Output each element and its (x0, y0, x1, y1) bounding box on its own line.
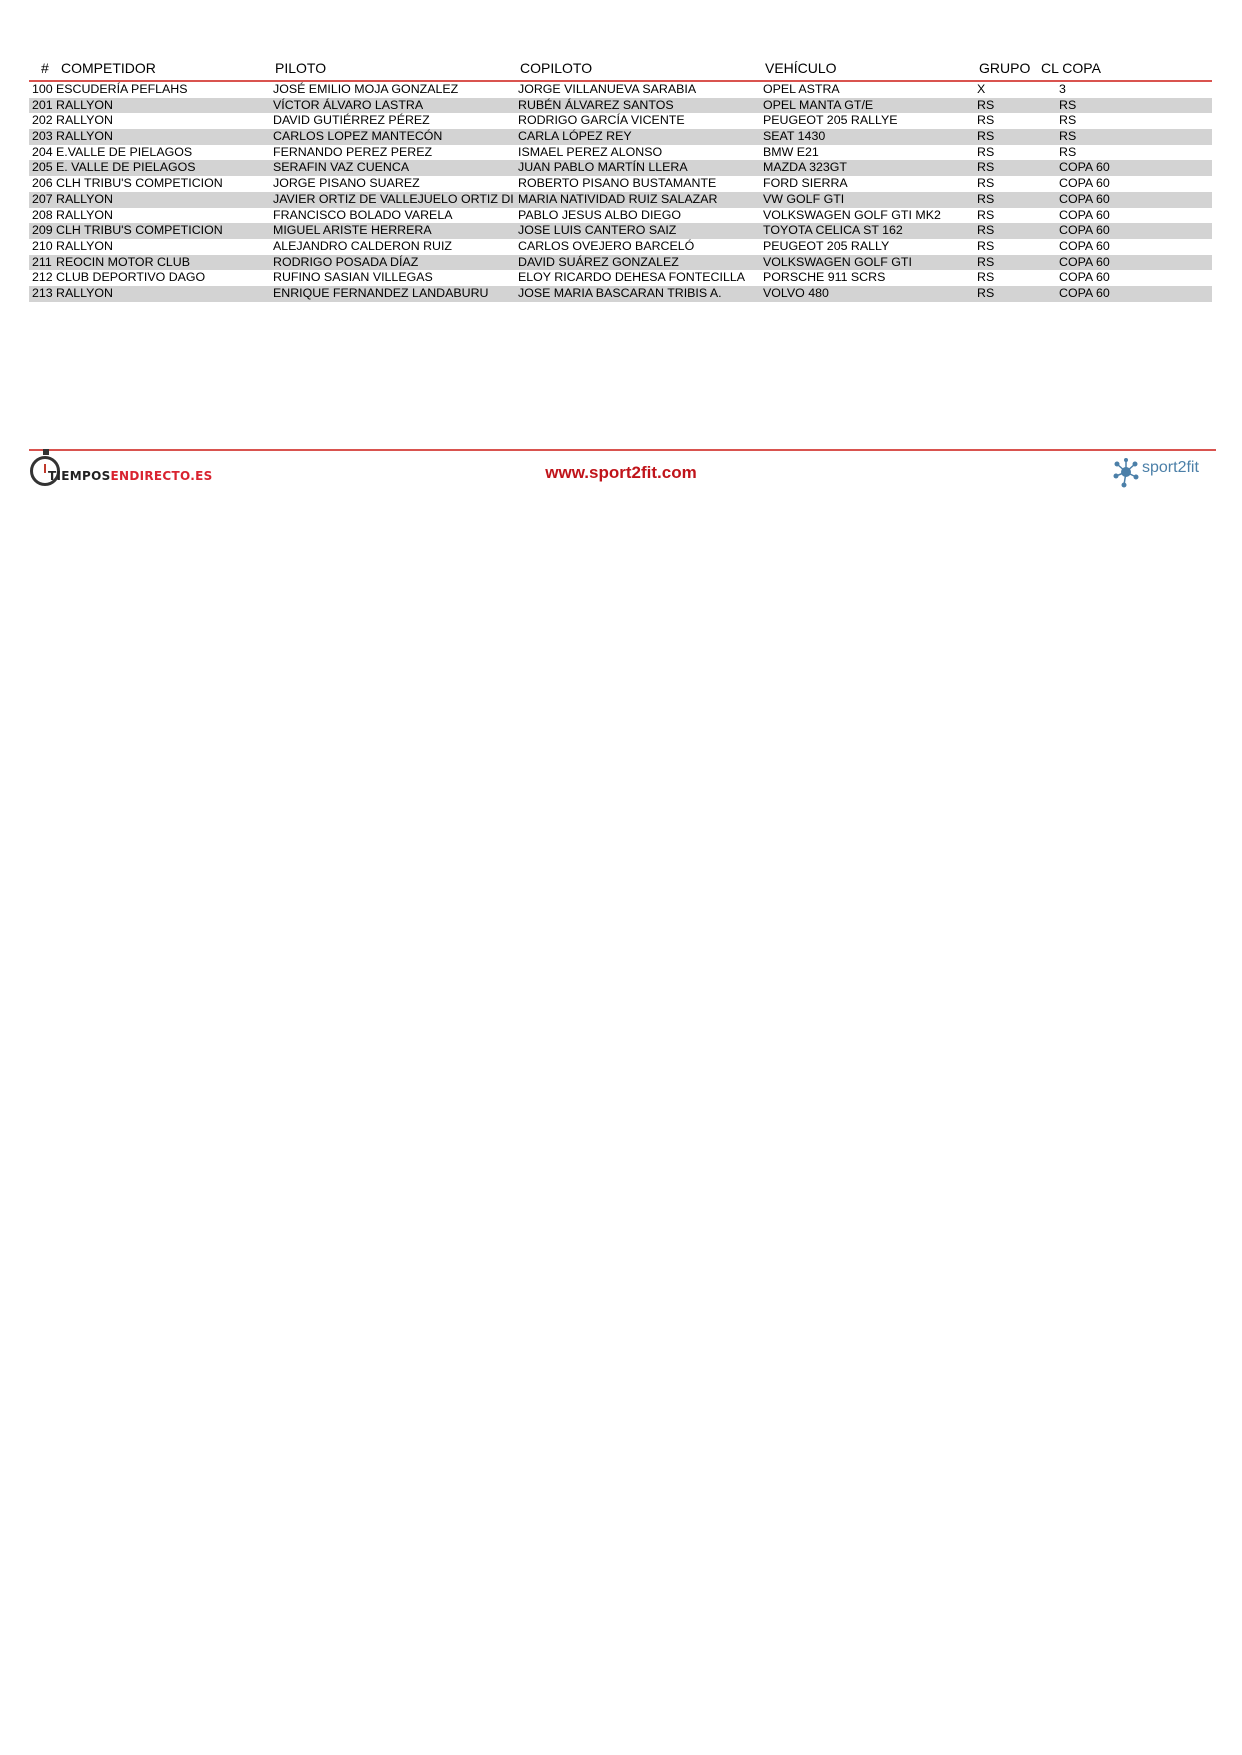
cell-copa: COPA 60 (1059, 160, 1110, 175)
cell-num: 202 (32, 113, 53, 128)
cell-grupo: RS (977, 223, 995, 238)
cell-competidor: CLH TRIBU'S COMPETICION (56, 176, 223, 191)
cell-piloto: JORGE PISANO SUAREZ (273, 176, 420, 191)
cell-num: 210 (32, 238, 53, 253)
cell-competidor: E. VALLE DE PIELAGOS (56, 160, 196, 175)
table-row (29, 160, 1212, 176)
table-row (29, 113, 1212, 129)
table-row (29, 270, 1212, 286)
entry-list-table (29, 58, 1212, 302)
cell-vehiculo: OPEL MANTA GT/E (763, 97, 874, 112)
cell-piloto: FRANCISCO BOLADO VARELA (273, 207, 453, 222)
cell-grupo: X (977, 82, 986, 96)
cell-num: 205 (32, 160, 53, 175)
cell-num: 203 (32, 129, 53, 144)
cell-grupo: RS (977, 285, 995, 300)
molecule-icon (1112, 456, 1140, 490)
cell-vehiculo: BMW E21 (763, 144, 819, 159)
cell-piloto: JOSÉ EMILIO MOJA GONZALEZ (273, 82, 459, 96)
cell-num: 209 (32, 223, 53, 238)
cell-num: 211 (32, 254, 52, 269)
header-grupo: GRUPO (979, 60, 1031, 76)
table-row (29, 239, 1212, 255)
cell-vehiculo: OPEL ASTRA (763, 82, 840, 96)
cell-piloto: DAVID GUTIÉRREZ PÉREZ (273, 113, 430, 128)
cell-vehiculo: SEAT 1430 (763, 129, 826, 144)
cell-piloto: ENRIQUE FERNANDEZ LANDABURU (273, 285, 489, 300)
cell-copiloto: JUAN PABLO MARTÍN LLERA (518, 160, 688, 175)
cell-competidor: REOCIN MOTOR CLUB (56, 254, 191, 269)
cell-copa: RS (1059, 113, 1077, 128)
table-row (29, 192, 1212, 208)
cell-grupo: RS (977, 254, 995, 269)
cell-vehiculo: VOLVO 480 (763, 285, 829, 300)
cell-competidor: RALLYON (56, 129, 113, 144)
cell-copa: 3 (1059, 82, 1066, 96)
cell-copa: COPA 60 (1059, 285, 1110, 300)
cell-competidor: RALLYON (56, 285, 113, 300)
header-piloto: PILOTO (275, 60, 327, 76)
cell-copa: COPA 60 (1059, 254, 1110, 269)
logo-part-tiempos: TIEMPOS (48, 469, 111, 483)
header-cl-copa: CL COPA (1041, 60, 1101, 76)
table-row (29, 176, 1212, 192)
sport2fit-logo (1112, 456, 1212, 490)
cell-num: 212 (32, 270, 53, 285)
cell-copiloto: JOSE LUIS CANTERO SAIZ (518, 223, 677, 238)
cell-copiloto: ELOY RICARDO DEHESA FONTECILLA (518, 270, 745, 285)
cell-num: 206 (32, 176, 53, 191)
table-row (29, 82, 1212, 98)
cell-num: 207 (32, 191, 53, 206)
cell-vehiculo: MAZDA 323GT (763, 160, 848, 175)
table-row (29, 208, 1212, 224)
cell-copa: RS (1059, 97, 1077, 112)
cell-piloto: JAVIER ORTIZ DE VALLEJUELO ORTIZ DI (273, 191, 514, 206)
cell-num: 208 (32, 207, 53, 222)
cell-competidor: CLUB DEPORTIVO DAGO (56, 270, 206, 285)
cell-piloto: SERAFIN VAZ CUENCA (273, 160, 410, 175)
cell-piloto: VÍCTOR ÁLVARO LASTRA (273, 97, 424, 112)
cell-grupo: RS (977, 176, 995, 191)
cell-vehiculo: VW GOLF GTI (763, 191, 845, 206)
cell-copa: RS (1059, 129, 1077, 144)
cell-copa: COPA 60 (1059, 223, 1110, 238)
cell-competidor: RALLYON (56, 238, 113, 253)
cell-piloto: RUFINO SASIAN VILLEGAS (273, 270, 433, 285)
cell-grupo: RS (977, 144, 995, 159)
cell-piloto: MIGUEL ARISTE HERRERA (273, 223, 432, 238)
cell-competidor: CLH TRIBU'S COMPETICION (56, 223, 223, 238)
cell-num: 204 (32, 144, 53, 159)
cell-vehiculo: TOYOTA CELICA ST 162 (763, 223, 903, 238)
cell-copiloto: RODRIGO GARCÍA VICENTE (518, 113, 685, 128)
cell-copiloto: JOSE MARIA BASCARAN TRIBIS A. (518, 285, 722, 300)
sport2fit-wordmark: sport2fit (1142, 459, 1199, 476)
cell-copa: COPA 60 (1059, 207, 1110, 222)
cell-copa: COPA 60 (1059, 176, 1110, 191)
cell-grupo: RS (977, 207, 995, 222)
cell-vehiculo: VOLKSWAGEN GOLF GTI (763, 254, 912, 269)
cell-grupo: RS (977, 113, 995, 128)
sport2fit-link[interactable]: www.sport2fit.com (545, 463, 697, 482)
cell-piloto: FERNANDO PEREZ PEREZ (273, 144, 433, 159)
cell-piloto: ALEJANDRO CALDERON RUIZ (273, 238, 453, 253)
cell-grupo: RS (977, 238, 995, 253)
cell-piloto: CARLOS LOPEZ MANTECÓN (273, 129, 443, 144)
cell-grupo: RS (977, 160, 995, 175)
cell-vehiculo: PEUGEOT 205 RALLYE (763, 113, 898, 128)
cell-copiloto: JORGE VILLANUEVA SARABIA (518, 82, 697, 96)
cell-vehiculo: PEUGEOT 205 RALLY (763, 238, 890, 253)
cell-copiloto: CARLOS OVEJERO BARCELÓ (518, 238, 695, 253)
cell-competidor: RALLYON (56, 97, 113, 112)
footer-divider (29, 449, 1216, 451)
cell-copiloto: DAVID SUÁREZ GONZALEZ (518, 254, 679, 269)
cell-copiloto: ISMAEL PEREZ ALONSO (518, 144, 663, 159)
logo-part-es: .ES (190, 469, 213, 483)
cell-copiloto: CARLA LÓPEZ REY (518, 129, 632, 144)
header-copiloto: COPILOTO (520, 60, 593, 76)
cell-copa: COPA 60 (1059, 238, 1110, 253)
cell-grupo: RS (977, 191, 995, 206)
header-num: # (41, 60, 49, 76)
cell-competidor: RALLYON (56, 207, 113, 222)
cell-competidor: E.VALLE DE PIELAGOS (56, 144, 193, 159)
cell-copiloto: ROBERTO PISANO BUSTAMANTE (518, 176, 717, 191)
cell-copa: RS (1059, 144, 1077, 159)
cell-grupo: RS (977, 97, 995, 112)
cell-vehiculo: FORD SIERRA (763, 176, 848, 191)
cell-piloto: RODRIGO POSADA DÍAZ (273, 254, 419, 269)
cell-num: 201 (32, 97, 53, 112)
cell-competidor: RALLYON (56, 191, 113, 206)
cell-vehiculo: PORSCHE 911 SCRS (763, 270, 886, 285)
table-row (29, 286, 1212, 302)
cell-copiloto: MARIA NATIVIDAD RUIZ SALAZAR (518, 191, 718, 206)
header-vehiculo: VEHÍCULO (765, 60, 837, 76)
cell-grupo: RS (977, 270, 995, 285)
cell-grupo: RS (977, 129, 995, 144)
header-competidor: COMPETIDOR (61, 60, 156, 76)
cell-copiloto: PABLO JESUS ALBO DIEGO (518, 207, 681, 222)
table-body (29, 82, 1212, 302)
logo-part-endirecto: ENDIRECTO (110, 469, 191, 483)
cell-competidor: RALLYON (56, 113, 113, 128)
cell-num: 100 (32, 82, 53, 96)
table-header (29, 58, 1212, 82)
cell-copa: COPA 60 (1059, 191, 1110, 206)
cell-copa: COPA 60 (1059, 270, 1110, 285)
table-row (29, 145, 1212, 161)
table-row (29, 255, 1212, 271)
table-row (29, 223, 1212, 239)
cell-num: 213 (32, 285, 53, 300)
cell-copiloto: RUBÉN ÁLVAREZ SANTOS (518, 97, 674, 112)
cell-vehiculo: VOLKSWAGEN GOLF GTI MK2 (763, 207, 941, 222)
table-row (29, 129, 1212, 145)
table-row (29, 98, 1212, 114)
cell-competidor: ESCUDERÍA PEFLAHS (56, 82, 188, 96)
